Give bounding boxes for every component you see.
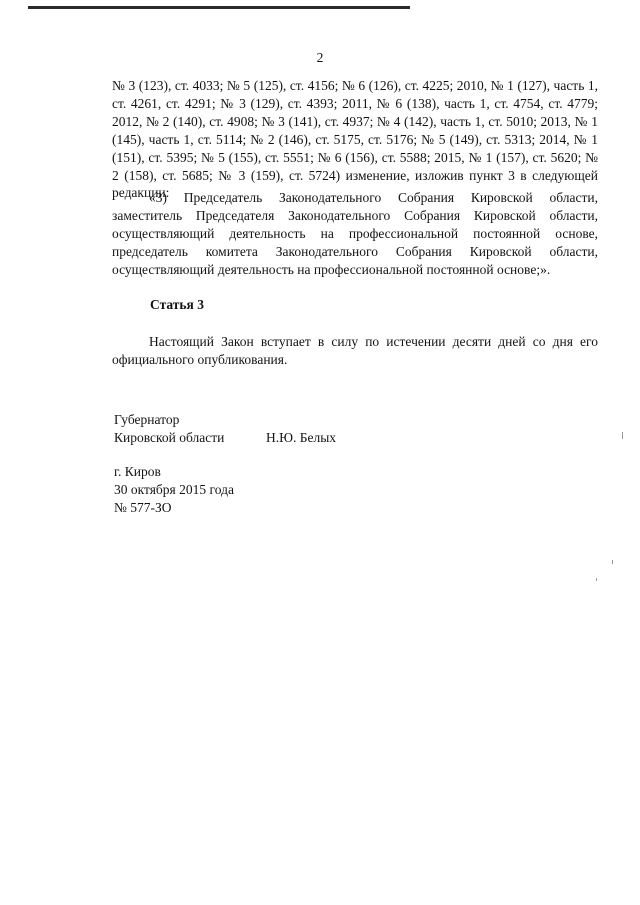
amended-point-text: «3) Председатель Законодательного Собрания Кировской области, заместитель Председателя Законодательного Собрания Кировской области, осуществляющий деятельность на профессиональной постоянной основе, председатель комитета Законодательного Собрания Кировской области, осуществляющий деятельность на профессиональной постоянной основе;».	[112, 190, 598, 277]
scan-speck	[622, 432, 623, 439]
signatory-title-line-2: Кировской области	[114, 430, 225, 445]
signing-date: 30 октября 2015 года	[114, 482, 234, 497]
article-3-heading: Статья 3	[150, 297, 204, 312]
entry-into-force-paragraph	[112, 333, 598, 369]
entry-into-force-text: Настоящий Закон вступает в силу по истечении десяти дней со дня его официального опубликования.	[112, 334, 598, 367]
citations-paragraph	[112, 77, 598, 202]
signatory-name: Н.Ю. Белых	[266, 430, 337, 445]
scan-speck	[596, 578, 597, 581]
top-border-rule	[28, 6, 410, 9]
page-number: 2	[316, 50, 324, 65]
amended-point-paragraph	[112, 189, 598, 279]
signatory-title-line-1: Губернатор	[114, 412, 180, 427]
citations-paragraph-text: № 3 (123), ст. 4033; № 5 (125), ст. 4156; № 6 (126), ст. 4225; 2010, № 1 (127), часть 1, ст. 4261, ст. 4291; № 3 (129), ст. 4393; 2011, № 6 (138), часть 1, ст. 4754, ст. 4779; 2012, № 2 (140), ст. 4908; № 3 (141), ст. 4937; № 4 (142), часть 1, ст. 5010; 2013, № 1 (145), часть 1, ст. 5114; № 2 (146), ст. 5175, ст. 5176; № 5 (149), ст. 5313; 2014, № 1 (151), ст. 5395; № 5 (155), ст. 5551; № 6 (156), ст. 5588; 2015, № 1 (157), ст. 5620; № 2 (158), ст. 5685; № 3 (159), ст. 5724) изменение, изложив пункт 3 в следующей редакции:	[112, 78, 598, 201]
law-number: № 577-ЗО	[114, 500, 172, 515]
scan-speck	[612, 560, 613, 564]
place-of-signing: г. Киров	[114, 464, 161, 479]
